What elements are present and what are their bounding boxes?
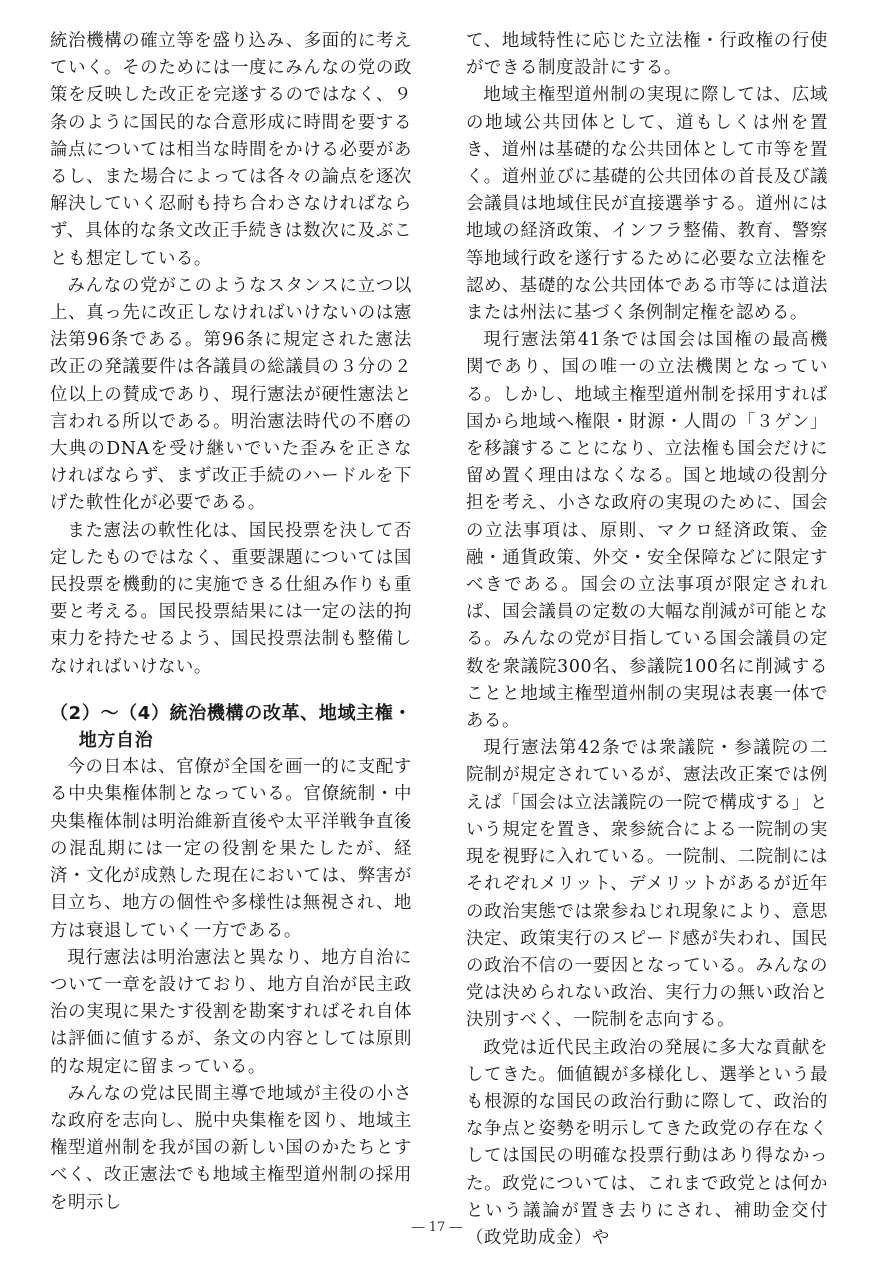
paragraph-continuation: て、地域特性に応じた立法権・行政権の行使ができる制度設計にする。	[466, 31, 828, 79]
paragraph: 今の日本は、官僚が全国を画一的に支配する中央集権体制となっている。官僚統制・中央集権体制は明治維新直後や太平洋戦争直後の混乱期には一定の役割を果たしたが、経済・文化が成熟した現在においては、弊害が目立ち、地方の個性や多様性は無視され、地方は衰退していく一方である。	[50, 757, 412, 941]
paragraph: また憲法の軟性化は、国民投票を決して否定したものではなく、重要課題については国民投票を機動的に実施できる仕組み作りも重要と考える。国民投票結果には一定の法的拘束力を持たせるよう、国民投票法制も整備しなければいけない。	[50, 520, 412, 677]
paragraph: 地域主権型道州制の実現に際しては、広域の地域公共団体として、道もしくは州を置き、道州は基礎的な公共団体として市等を置く。道州並びに基礎的公共団体の首長及び議会議員は地域住民が直接選挙する。道州には地域の経済政策、インフラ整備、教育、警察等地域行政を遂行するために必要な立法権を認め、基礎的な公共団体である市等には道法または州法に基づく条例制定権を認める。	[466, 85, 828, 324]
paragraph: 現行憲法第41条では国会は国権の最高機関であり、国の唯一の立法機関となっている。しかし、地域主権型道州制を採用すれば国から地域へ権限・財源・人間の「３ゲン」を移譲することになり、立法権も国会だけに留め置く理由はなくなる。国と地域の役割分担を考え、小さな政府の実現のために、国会の立法事項は、原則、マクロ経済政策、金融・通貨政策、外交・安全保障などに限定すべきである。国会の立法事項が限定されれば、国会議員の定数の大幅な削減が可能となる。みんなの党が目指している国会議員の定数を衆議院300名、参議院100名に削減することと地域主権型道州制の実現は表裏一体である。	[466, 330, 828, 732]
paragraph: 現行憲法は明治憲法と異なり、地方自治について一章を設けており、地方自治が民主政治の実現に果たす役割を勘案すればそれ自体は評価に値するが、条文の内容としては原則的な規定に留まっている。	[50, 947, 412, 1077]
paragraph-continuation: 統治機構の確立等を盛り込み、多面的に考えていく。そのためには一度にみんなの党の政策を反映した改正を完遂するのではなく、９条のように国民的な合意形成に時間を要する論点については相当な時間をかける必要があるし、また場合によっては各々の論点を逐次解決していく忍耐も持ち合わさなければならず、具体的な条文改正手続きは数次に及ぶことも想定している。	[50, 31, 412, 269]
page-number: ― 17 ―	[411, 1220, 463, 1235]
paragraph: 政党は近代民主政治の発展に多大な貢献をしてきた。価値観が多様化し、選挙という最も根源的な国民の政治行動に際して、政治的な争点と姿勢を明示してきた政党の存在なくしては国民の明確な投票行動はあり得なかった。政党については、これまで政党とは何かという議論が置き去りにされ、補助金交付（政党助成金）や	[466, 1037, 828, 1248]
paragraph: みんなの党がこのようなスタンスに立つ以上、真っ先に改正しなければいけないのは憲法第96条である。第96条に規定された憲法改正の発議要件は各議員の総議員の３分の２位以上の賛成であり、現行憲法が硬性憲法と言われる所以である。明治憲法時代の不磨の大典のDNAを受け継いでいた歪みを正さなければならず、まず改正手続のハードルを下げた軟性化が必要である。	[50, 275, 412, 514]
left-column	[50, 28, 412, 1217]
paragraph: 現行憲法第42条では衆議院・参議院の二院制が規定されているが、憲法改正案では例えば「国会は立法議院の一院で構成する」という規定を置き、衆参統合による一院制の実現を視野に入れている。一院制、二院制にはそれぞれメリット、デメリットがあるが近年の政治実態では衆参ねじれ現象により、意思決定、政策実行のスピード感が失われ、国民の政治不信の一要因となっている。みんなの党は決められない政治、実行力の無い政治と決別すべく、一院制を志向する。	[466, 738, 828, 1031]
section-heading: （2）～（4）統治機構の改革、地域主権・地方自治	[50, 702, 412, 752]
right-column	[466, 28, 828, 1252]
paragraph: みんなの党は民間主導で地域が主役の小さな政府を志向し、脱中央集権を図り、地域主権型道州制を我が国の新しい国のかたちとすべく、改正憲法でも地域主権型道州制の採用を明示し	[50, 1083, 412, 1213]
